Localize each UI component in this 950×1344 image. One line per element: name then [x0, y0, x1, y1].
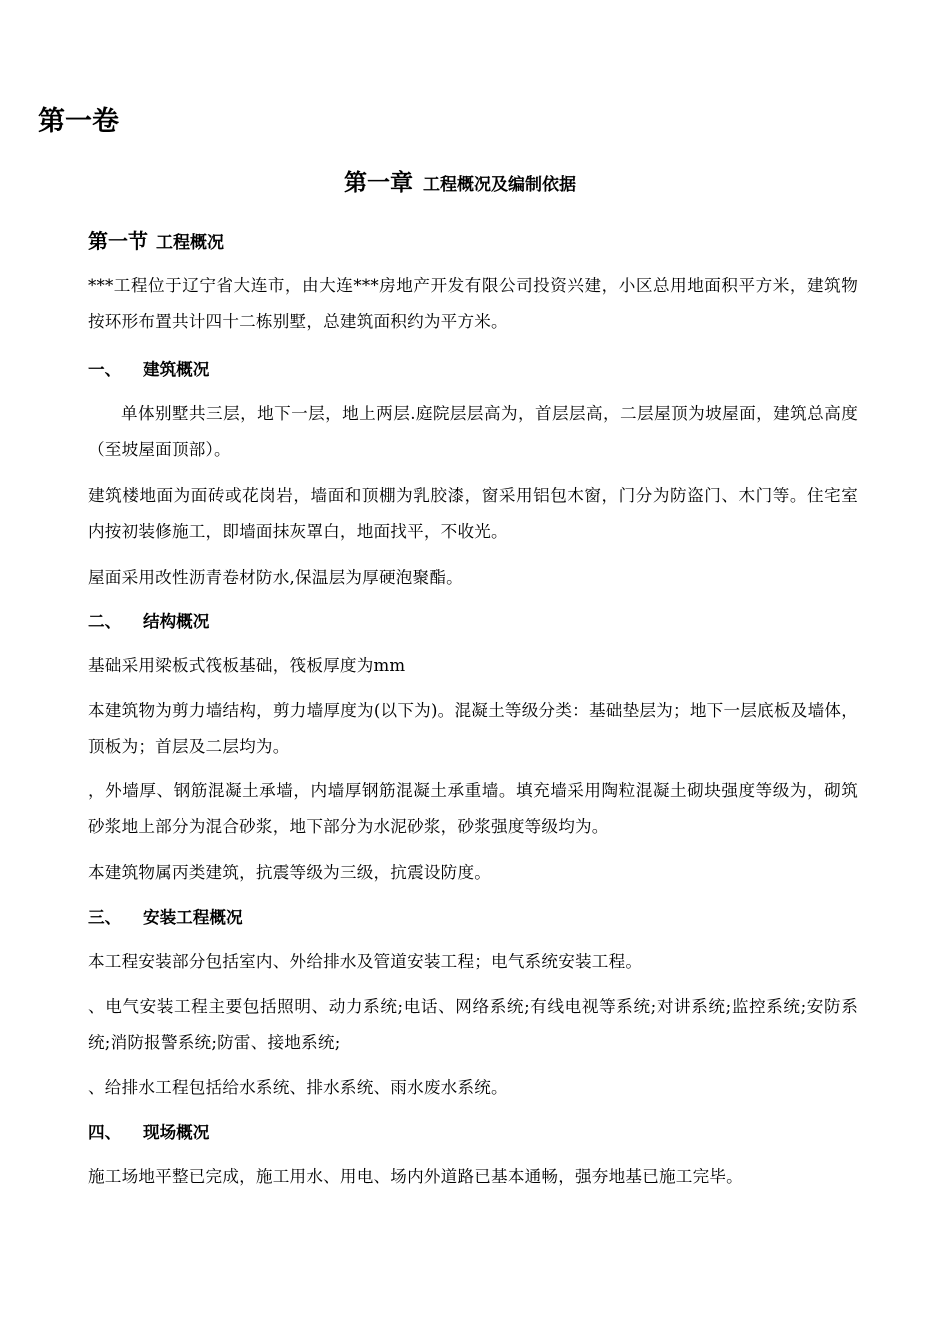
paragraph-building-2: 建筑楼地面为面砖或花岗岩，墙面和顶棚为乳胶漆，窗采用铝包木窗，门分为防盗门、木门等。住宅室内按初装修施工，即墙面抹灰罩白，地面找平，不收光。: [88, 486, 858, 541]
paragraph-building-1: 单体别墅共三层，地下一层，地上两层.庭院层层高为，首层层高，二层屋顶为坡屋面，建筑总高度（至坡屋面顶部）。: [88, 404, 858, 459]
paragraph-structure-3: ，外墙厚、钢筋混凝土承墙，内墙厚钢筋混凝土承重墙。填充墙采用陶粒混凝土砌块强度等级为，砌筑砂浆地上部分为混合砂浆，地下部分为水泥砂浆，砂浆强度等级均为。: [88, 781, 858, 836]
paragraph-installation-3: 、给排水工程包括给水系统、排水系统、雨水废水系统。: [88, 1078, 508, 1097]
paragraph-installation-2: 、电气安装工程主要包括照明、动力系统;电话、网络系统;有线电视等系统;对讲系统;监控系统;安防系统;消防报警系统;防雷、接地系统;: [88, 997, 858, 1052]
subsection-number: 二、: [88, 612, 122, 631]
subsection-heading-installation: [88, 903, 243, 933]
paragraph-structure-1: 基础采用梁板式筏板基础，筏板厚度为mm: [88, 656, 406, 675]
chapter-title: [0, 164, 920, 203]
section-name: 工程概况: [156, 233, 224, 253]
subsection-number: 三、: [88, 908, 122, 927]
subsection-title: 建筑概况: [143, 360, 210, 379]
section-number: 第一节: [88, 229, 148, 253]
subsection-number: 一、: [88, 360, 122, 379]
subsection-heading-building: [88, 355, 209, 385]
subsection-heading-structure: [88, 607, 209, 637]
subsection-number: 四、: [88, 1123, 122, 1142]
paragraph-installation-1: 本工程安装部分包括室内、外给排水及管道安装工程；电气系统安装工程。: [88, 952, 643, 971]
paragraph-building-3: 屋面采用改性沥青卷材防水,保温层为厚硬泡聚酯。: [88, 568, 463, 587]
subsection-title: 现场概况: [143, 1123, 210, 1142]
paragraph-structure-2: 本建筑物为剪力墙结构，剪力墙厚度为(以下为)。混凝土等级分类：基础垫层为；地下一层底板及墙体，顶板为；首层及二层均为。: [88, 701, 858, 756]
paragraph-structure-4: 本建筑物属丙类建筑，抗震等级为三级，抗震设防度。: [88, 863, 492, 882]
chapter-number: 第一章: [344, 170, 413, 196]
paragraph-site-1: 施工场地平整已完成，施工用水、用电、场内外道路已基本通畅，强夯地基已施工完毕。: [88, 1167, 743, 1186]
intro-paragraph: ***工程位于辽宁省大连市，由大连***房地产开发有限公司投资兴建，小区总用地面积平方米，建筑物按环形布置共计四十二栋别墅，总建筑面积约为平方米。: [88, 276, 858, 331]
section-title: [88, 224, 224, 260]
subsection-title: 安装工程概况: [143, 908, 243, 927]
volume-title: 第一卷: [38, 106, 119, 137]
subsection-title: 结构概况: [143, 612, 210, 631]
subsection-heading-site: [88, 1118, 209, 1148]
chapter-name: 工程概况及编制依据: [423, 175, 576, 195]
